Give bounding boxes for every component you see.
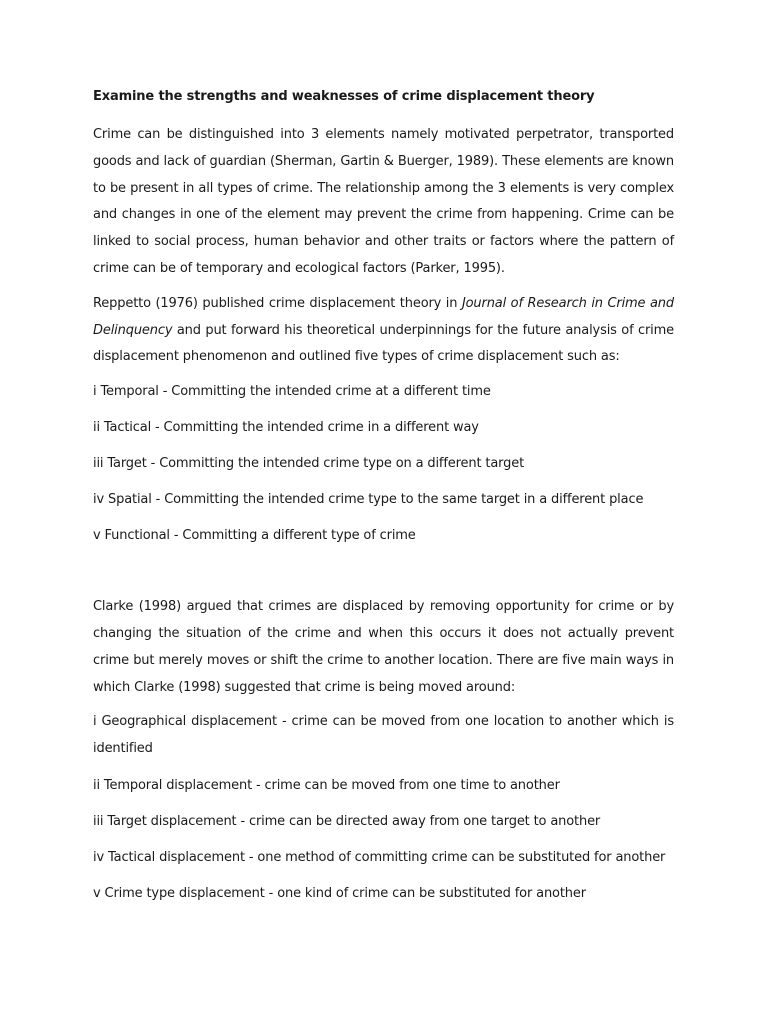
clarke-way-temporal: ii Temporal displacement - crime can be moved from one time to another	[93, 777, 560, 793]
clarke-way-geographical: i Geographical displacement - crime can be moved from one location to another which is identified	[93, 714, 674, 757]
reppetto-type-target: iii Target - Committing the intended crime type on a different target	[93, 456, 525, 472]
paragraph-reppetto	[93, 291, 674, 371]
document-title: Examine the strengths and weaknesses of crime displacement theory	[93, 89, 595, 104]
clarke-way-crime-type: v Crime type displacement - one kind of crime can be substituted for another	[93, 885, 586, 901]
reppetto-type-functional: v Functional - Committing a different type of crime	[93, 528, 416, 544]
reppetto-type-tactical: ii Tactical - Committing the intended crime in a different way	[93, 420, 479, 436]
paragraph-crime-elements: Crime can be distinguished into 3 elements namely motivated perpetrator, transported goods and lack of guardian (Sherman, Gartin & Buerger, 1989). These elements are known to be present in all types of crime. The relationship among the 3 elements is very complex and changes in one of the element may prevent the crime from happening. Crime can be linked to social process, human behavior and other traits or factors where the pattern of crime can be of temporary and ecological factors (Parker, 1995).	[93, 127, 674, 276]
reppetto-type-temporal: i Temporal - Committing the intended crime at a different time	[93, 384, 491, 400]
reppetto-type-spatial: iv Spatial - Committing the intended crime type to the same target in a different place	[93, 492, 644, 508]
journal-title: Journal of Research in Crime and Delinquency	[93, 295, 674, 338]
clarke-way-tactical: iv Tactical displacement - one method of committing crime can be substituted for another	[93, 849, 666, 865]
paragraph-clarke: Clarke (1998) argued that crimes are displaced by removing opportunity for crime or by changing the situation of the crime and when this occurs it does not actually prevent crime but merely moves or shift the crime to another location. There are five main ways in which Clarke (1998) suggested that crime is being moved around:	[93, 599, 674, 695]
paragraph-reppetto-text-end: and put forward his theoretical underpinnings for the future analysis of crime displacement phenomenon and outlined five types of crime displacement such as:	[93, 322, 674, 365]
section-spacer	[93, 559, 674, 594]
paragraph-reppetto-text-start: Reppetto (1976) published crime displacement theory in	[93, 295, 462, 311]
document-page	[93, 86, 674, 917]
clarke-way-target: iii Target displacement - crime can be directed away from one target to another	[93, 813, 601, 829]
